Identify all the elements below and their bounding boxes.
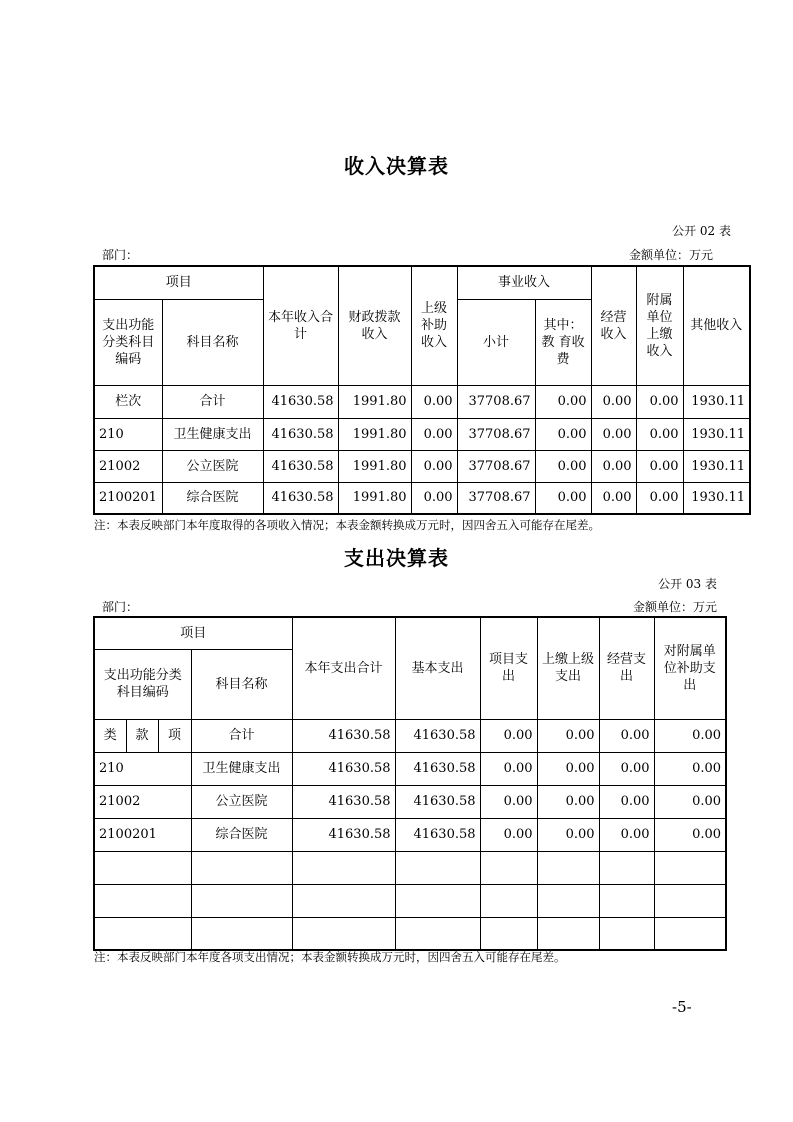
- row-remit: 0.00: [537, 752, 599, 785]
- income-header-business: 事业收入: [457, 266, 591, 299]
- row-code: 210: [94, 418, 162, 450]
- row-name: 卫生健康支出: [191, 752, 292, 785]
- income-header-fiscal: 财政拨款收入: [338, 266, 411, 385]
- row-basic: 41630.58: [395, 752, 480, 785]
- empty-row: [94, 917, 726, 950]
- row-total: 41630.58: [263, 418, 338, 450]
- row-total: 41630.58: [263, 482, 338, 514]
- row-remit: 0.00: [537, 818, 599, 851]
- row-name: 卫生健康支出: [162, 418, 263, 450]
- empty-row: [94, 884, 726, 917]
- row-other: 1930.11: [683, 418, 750, 450]
- row-remit: 0.00: [537, 785, 599, 818]
- expense-unit-label: 金额单位：万元: [632, 600, 717, 614]
- income-header-other: 其他收入: [683, 266, 750, 385]
- expense-header-subject: 科目名称: [191, 649, 292, 719]
- row-superior: 0.00: [411, 385, 457, 418]
- row-total: 41630.58: [263, 385, 338, 418]
- income-title: 收入决算表: [344, 154, 449, 178]
- expense-header-total: 本年支出合计: [292, 617, 395, 719]
- row-remit: 0.00: [537, 719, 599, 752]
- expense-table: [93, 616, 727, 951]
- row-name: 综合医院: [162, 482, 263, 514]
- row-edu: 0.00: [535, 418, 591, 450]
- income-header-affiliated: 附属单位上缴收入: [636, 266, 683, 385]
- row-total: 41630.58: [292, 752, 395, 785]
- row-operating: 0.00: [591, 385, 636, 418]
- row-other: 1930.11: [683, 385, 750, 418]
- row-fiscal: 1991.80: [338, 482, 411, 514]
- row-edu: 0.00: [535, 482, 591, 514]
- row-affiliated: 0.00: [636, 418, 683, 450]
- row-subtotal: 37708.67: [457, 385, 535, 418]
- table-row: [94, 482, 750, 514]
- row-name: 公立医院: [191, 785, 292, 818]
- expense-note: 注：本表反映部门本年度各项支出情况；本表金额转换成万元时，因四舍五入可能存在尾差。: [94, 950, 566, 964]
- expense-header-subsidy: 对附属单位补助支出: [654, 617, 726, 719]
- row-operating: 0.00: [599, 719, 654, 752]
- row-total: 41630.58: [292, 719, 395, 752]
- row-subsidy: 0.00: [654, 752, 726, 785]
- row-project: 0.00: [480, 752, 537, 785]
- row-superior: 0.00: [411, 450, 457, 482]
- income-header-subtotal: 小计: [457, 299, 535, 385]
- income-header-func-code: 支出功能分类科目编码: [94, 299, 162, 385]
- income-note: 注：本表反映部门本年度取得的各项收入情况；本表金额转换成万元时，因四舍五入可能存在尾差。: [94, 518, 600, 532]
- row-basic: 41630.58: [395, 719, 480, 752]
- row-other: 1930.11: [683, 450, 750, 482]
- row-operating: 0.00: [599, 752, 654, 785]
- row-code: 2100201: [94, 818, 191, 851]
- expense-header-xiang: 项: [158, 719, 191, 752]
- row-total: 41630.58: [263, 450, 338, 482]
- row-name: 公立医院: [162, 450, 263, 482]
- row-code: 21002: [94, 450, 162, 482]
- row-name: 合计: [191, 719, 292, 752]
- expense-header-remit: 上缴上级支出: [537, 617, 599, 719]
- row-subsidy: 0.00: [654, 785, 726, 818]
- row-code: 21002: [94, 785, 191, 818]
- table-row: [94, 719, 726, 752]
- row-other: 1930.11: [683, 482, 750, 514]
- row-edu: 0.00: [535, 450, 591, 482]
- row-name: 综合医院: [191, 818, 292, 851]
- row-fiscal: 1991.80: [338, 385, 411, 418]
- income-header-superior: 上级补助收入: [411, 266, 457, 385]
- table-row: [94, 385, 750, 418]
- row-basic: 41630.58: [395, 818, 480, 851]
- row-affiliated: 0.00: [636, 482, 683, 514]
- row-fiscal: 1991.80: [338, 450, 411, 482]
- row-operating: 0.00: [591, 418, 636, 450]
- row-superior: 0.00: [411, 482, 457, 514]
- row-operating: 0.00: [591, 450, 636, 482]
- table-row: [94, 418, 750, 450]
- row-total: 41630.58: [292, 785, 395, 818]
- income-header-edu: 其中：教 育收 费: [535, 299, 591, 385]
- row-project: 0.00: [480, 719, 537, 752]
- expense-header-lei: 类: [94, 719, 126, 752]
- table-row: [94, 785, 726, 818]
- row-name: 合计: [162, 385, 263, 418]
- row-operating: 0.00: [591, 482, 636, 514]
- row-code: 210: [94, 752, 191, 785]
- income-header-item: 项目: [94, 266, 263, 299]
- row-edu: 0.00: [535, 385, 591, 418]
- expense-dept-label: 部门：: [102, 600, 139, 614]
- row-code: 2100201: [94, 482, 162, 514]
- income-header-subject: 科目名称: [162, 299, 263, 385]
- expense-header-operating: 经营支出: [599, 617, 654, 719]
- expense-header-project: 项目支出: [480, 617, 537, 719]
- row-affiliated: 0.00: [636, 450, 683, 482]
- expense-header-kuan: 款: [126, 719, 158, 752]
- income-table: [93, 265, 751, 515]
- row-fiscal: 1991.80: [338, 418, 411, 450]
- table-row: [94, 752, 726, 785]
- income-header-operating: 经营收入: [591, 266, 636, 385]
- row-superior: 0.00: [411, 418, 457, 450]
- table-row: [94, 818, 726, 851]
- expense-table-code: 公开 03 表: [658, 577, 717, 591]
- row-basic: 41630.58: [395, 785, 480, 818]
- empty-row: [94, 851, 726, 884]
- expense-header-item: 项目: [94, 617, 292, 649]
- row-total: 41630.58: [292, 818, 395, 851]
- table-row: [94, 450, 750, 482]
- income-unit-label: 金额单位：万元: [628, 248, 713, 262]
- expense-header-func-code: 支出功能分类科目编码: [94, 649, 191, 719]
- expense-title: 支出决算表: [344, 546, 449, 570]
- row-subtotal: 37708.67: [457, 418, 535, 450]
- income-table-code: 公开 02 表: [672, 224, 731, 238]
- income-header-total: 本年收入合计: [263, 266, 338, 385]
- row-project: 0.00: [480, 818, 537, 851]
- row-project: 0.00: [480, 785, 537, 818]
- row-subsidy: 0.00: [654, 719, 726, 752]
- expense-header-basic: 基本支出: [395, 617, 480, 719]
- row-affiliated: 0.00: [636, 385, 683, 418]
- row-operating: 0.00: [599, 785, 654, 818]
- row-subtotal: 37708.67: [457, 450, 535, 482]
- row-subtotal: 37708.67: [457, 482, 535, 514]
- income-dept-label: 部门：: [102, 248, 139, 262]
- page-number: -5-: [672, 998, 692, 1016]
- row-subsidy: 0.00: [654, 818, 726, 851]
- row-code: 栏次: [94, 385, 162, 418]
- row-operating: 0.00: [599, 818, 654, 851]
